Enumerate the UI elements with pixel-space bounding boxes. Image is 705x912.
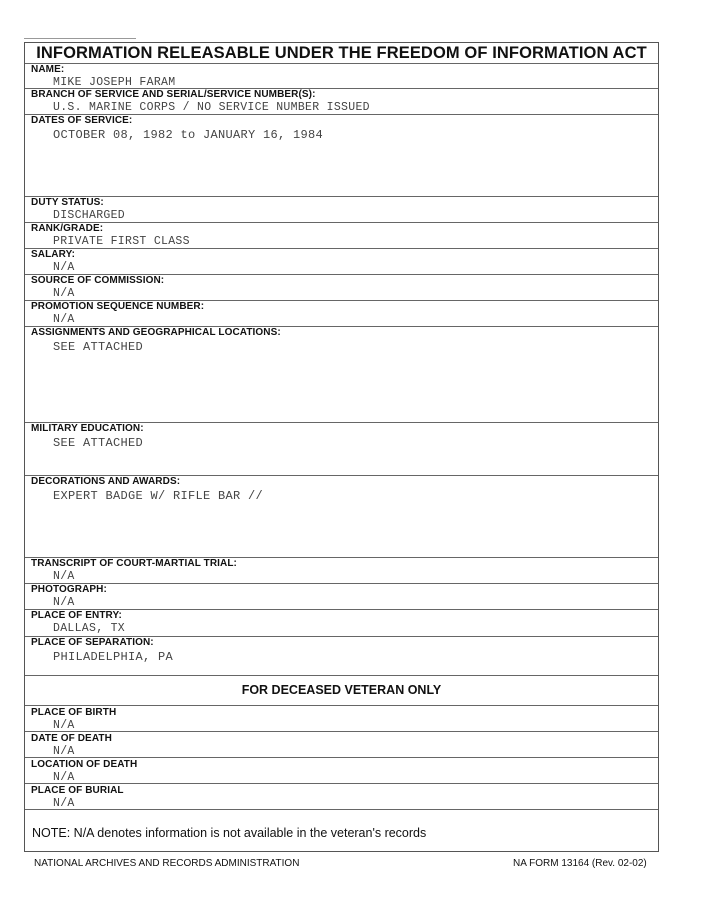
field-name <box>25 63 658 88</box>
top-rule <box>24 38 136 39</box>
deceased-section-header <box>25 675 658 705</box>
decorations-value: EXPERT BADGE W/ RIFLE BAR // <box>53 489 264 503</box>
field-location-of-death <box>25 757 658 783</box>
branch-value: U.S. MARINE CORPS / NO SERVICE NUMBER ISSUED <box>53 101 370 114</box>
photograph-value: N/A <box>53 596 75 609</box>
field-branch <box>25 88 658 113</box>
field-date-of-death <box>25 731 658 757</box>
education-value: SEE ATTACHED <box>53 436 144 450</box>
assignments-value: SEE ATTACHED <box>53 340 144 354</box>
burial-value: N/A <box>53 797 75 810</box>
field-duty-status <box>25 196 658 222</box>
death-location-value: N/A <box>53 771 75 784</box>
note-text: NOTE: N/A denotes information is not available in the veteran's records <box>32 826 427 840</box>
field-promotion <box>25 300 658 326</box>
footer-form-number: NA FORM 13164 (Rev. 02-02) <box>513 858 647 869</box>
education-label: MILITARY EDUCATION: <box>31 423 144 434</box>
field-photograph <box>25 583 658 609</box>
birth-label: PLACE OF BIRTH <box>31 707 117 718</box>
decorations-label: DECORATIONS AND AWARDS: <box>31 476 181 487</box>
promotion-value: N/A <box>53 313 75 326</box>
field-salary <box>25 248 658 274</box>
field-decorations <box>25 475 658 557</box>
death-date-label: DATE OF DEATH <box>31 733 112 744</box>
salary-label: SALARY: <box>31 249 76 260</box>
deceased-heading: FOR DECEASED VETERAN ONLY <box>241 683 442 697</box>
court-martial-value: N/A <box>53 570 75 583</box>
commission-label: SOURCE OF COMMISSION: <box>31 275 165 286</box>
field-separation <box>25 636 658 674</box>
separation-value: PHILADELPHIA, PA <box>53 650 174 664</box>
field-dates <box>25 114 658 196</box>
field-education <box>25 422 658 475</box>
name-value: MIKE JOSEPH FARAM <box>53 76 176 89</box>
field-entry <box>25 609 658 636</box>
assignments-label: ASSIGNMENTS AND GEOGRAPHICAL LOCATIONS: <box>31 327 281 338</box>
birth-value: N/A <box>53 719 75 732</box>
branch-label: BRANCH OF SERVICE AND SERIAL/SERVICE NUMBER(S): <box>31 89 316 100</box>
commission-value: N/A <box>53 287 75 300</box>
rank-label: RANK/GRADE: <box>31 223 104 234</box>
entry-label: PLACE OF ENTRY: <box>31 610 122 621</box>
name-label: NAME: <box>31 64 65 75</box>
duty-status-value: DISCHARGED <box>53 209 126 222</box>
photograph-label: PHOTOGRAPH: <box>31 584 107 595</box>
dates-value: OCTOBER 08, 1982 to JANUARY 16, 1984 <box>53 128 324 142</box>
dates-label: DATES OF SERVICE: <box>31 115 133 126</box>
court-martial-label: TRANSCRIPT OF COURT-MARTIAL TRIAL: <box>31 558 237 569</box>
field-court-martial <box>25 557 658 583</box>
field-rank <box>25 222 658 248</box>
death-location-label: LOCATION OF DEATH <box>31 759 138 770</box>
field-commission <box>25 274 658 300</box>
footer-agency: NATIONAL ARCHIVES AND RECORDS ADMINISTRATION <box>34 858 300 869</box>
burial-label: PLACE OF BURIAL <box>31 785 124 796</box>
entry-value: DALLAS, TX <box>53 622 126 635</box>
salary-value: N/A <box>53 261 75 274</box>
separation-label: PLACE OF SEPARATION: <box>31 637 154 648</box>
death-date-value: N/A <box>53 745 75 758</box>
promotion-label: PROMOTION SEQUENCE NUMBER: <box>31 301 205 312</box>
field-assignments <box>25 326 658 422</box>
note-section <box>25 809 658 852</box>
duty-status-label: DUTY STATUS: <box>31 197 104 208</box>
field-place-of-burial <box>25 783 658 809</box>
foia-form <box>24 42 659 852</box>
rank-value: PRIVATE FIRST CLASS <box>53 235 190 248</box>
field-place-of-birth <box>25 705 658 731</box>
form-title: INFORMATION RELEASABLE UNDER THE FREEDOM OF INFORMATION ACT <box>36 44 647 62</box>
